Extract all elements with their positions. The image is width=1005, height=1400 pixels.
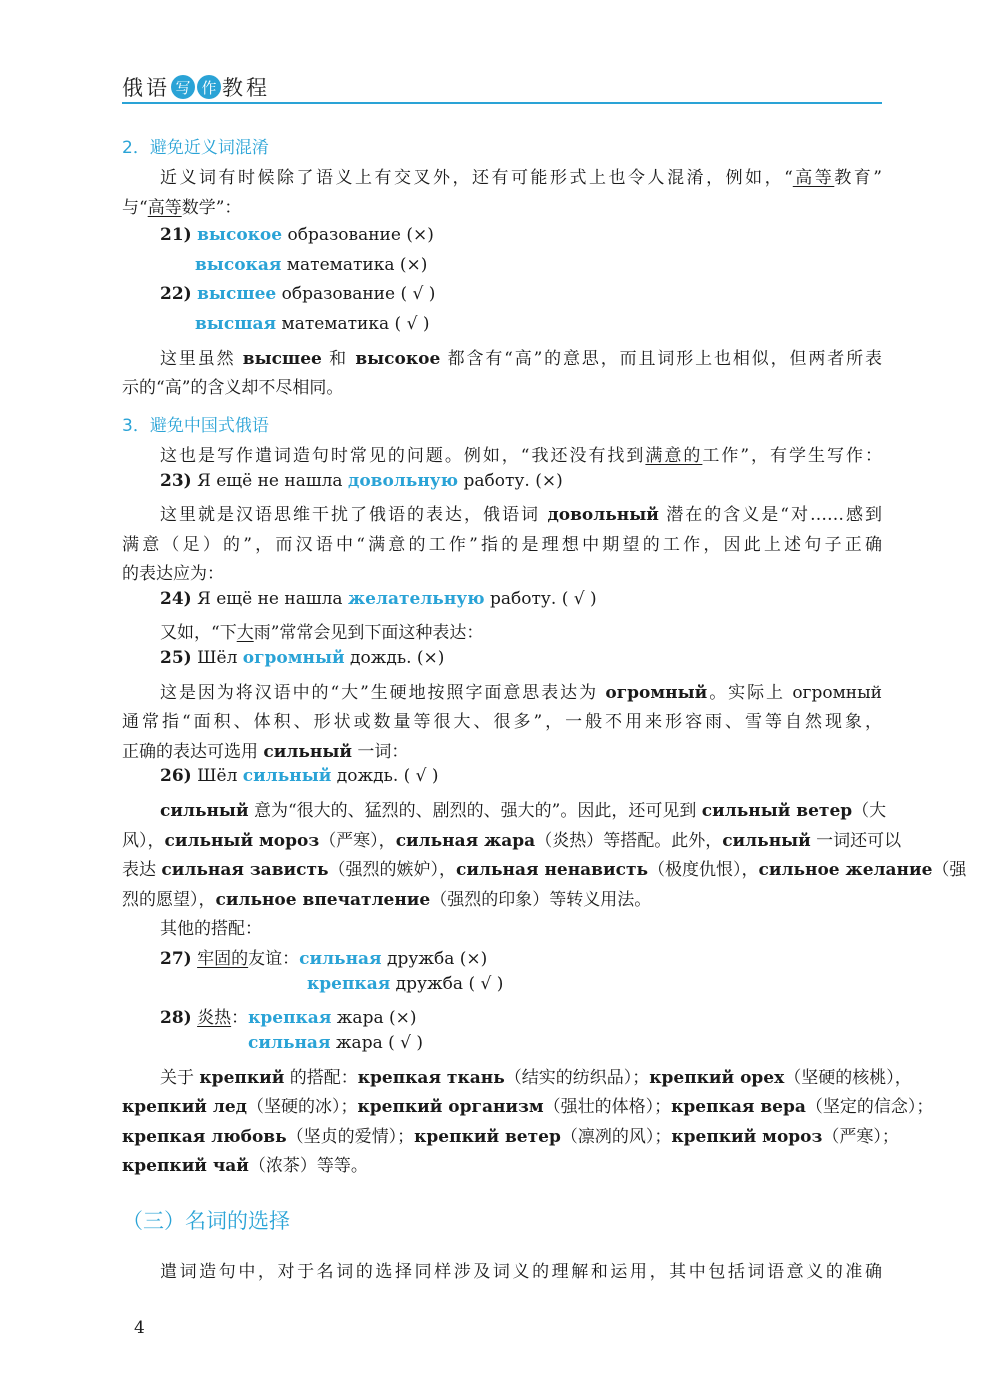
paragraph-line: 又如，“下大雨”常常会见到下面这种表达： [160, 623, 484, 643]
paragraph-line: сильный 意为“很大的、猛烈的、剧烈的、强大的”。因此，还可见到 сильный ветер（大 [160, 801, 887, 821]
paragraph-line: 满意（足）的”，而汉语中“满意的工作”指的是理想中期望的工作，因此上述句子正确 [122, 535, 882, 555]
example-23: 23) Я ещё не нашла довольную работу. (×) [160, 471, 563, 491]
paragraph-line: крепкий лед（坚硬的冰）；крепкий организм（强壮的体格）；крепкая вера（坚定的信念）； [122, 1097, 934, 1117]
example-21b: высокая математика (×) [195, 255, 428, 275]
example-24: 24) Я ещё не нашла желательную работу. ( √ ) [160, 589, 597, 609]
example-28: 28) 炎热：крепкая жара (×) [160, 1008, 417, 1028]
paragraph-line: 其他的搭配： [160, 919, 262, 939]
page-number: 4 [134, 1318, 145, 1338]
paragraph-line: 这里虽然 высшее 和 высокое 都含有“高”的意思，而且词形上也相似，但两者所表 [160, 349, 882, 369]
paragraph-line: 的表达应为： [122, 564, 224, 584]
example-22b: высшая математика ( √ ) [195, 314, 430, 334]
paragraph-line: 遣词造句中，对于名词的选择同样涉及词义的理解和运用，其中包括词语意义的准确 [160, 1262, 882, 1282]
example-22: 22) высшее образование ( √ ) [160, 284, 436, 304]
paragraph-line: 近义词有时候除了语义上有交叉外，还有可能形式上也令人混淆，例如，“高等教育” [160, 168, 882, 188]
example-27: 27) 牢固的友谊：сильная дружба (×) [160, 949, 488, 969]
paragraph-line: 这是因为将汉语中的“大”生硬地按照字面意思表达为 огромный。实际上 огромный [160, 683, 882, 703]
paragraph-line: крепкий чай（浓茶）等等。 [122, 1156, 368, 1176]
paragraph-line: 正确的表达可选用 сильный 一词： [122, 742, 409, 762]
section-heading-2: 2．避免近义词混淆 [122, 138, 269, 158]
paragraph-line: 这里就是汉语思维干扰了俄语的表达，俄语词 довольный 潜在的含义是“对……感到 [160, 505, 882, 525]
header-title-b: 教程 [222, 76, 270, 100]
header-rule [122, 102, 882, 104]
paragraph-line: 通常指“面积、体积、形状或数量等很大、很多”，一般不用来形容雨、雪等自然现象， [122, 712, 882, 732]
example-25: 25) Шёл огромный дождь. (×) [160, 648, 445, 668]
header-circle-char-1: 写 [171, 75, 195, 99]
section-heading-nouns: （三）名词的选择 [122, 1209, 290, 1233]
paragraph-line: 烈的愿望），сильное впечатление（强烈的印象）等转义用法。 [122, 890, 652, 910]
header-title-a: 俄语 [122, 76, 170, 100]
paragraph-line: 关于 крепкий 的搭配：крепкая ткань（结实的纺织品）；крепкий орех（坚硬的核桃）， [160, 1068, 912, 1088]
example-28b: сильная жара ( √ ) [248, 1033, 424, 1053]
paragraph-line: крепкая любовь（坚贞的爱情）；крепкий ветер（凛冽的风）；крепкий мороз（严寒）； [122, 1127, 899, 1147]
paragraph-line: 风），сильный мороз（严寒），сильная жара（炎热）等搭配。此外，сильный 一词还可以 [122, 831, 902, 851]
paragraph-line: 与“高等数学”： [122, 198, 242, 218]
paragraph-line: 这也是写作遣词造句时常见的问题。例如，“我还没有找到满意的工作”，有学生写作： [160, 446, 882, 466]
paragraph-line: 示的“高”的含义却不尽相同。 [122, 378, 344, 398]
running-header [122, 72, 270, 102]
example-27b: крепкая дружба ( √ ) [307, 974, 504, 994]
example-21: 21) высокое образование (×) [160, 225, 434, 245]
example-26: 26) Шёл сильный дождь. ( √ ) [160, 766, 439, 786]
header-circle-char-2: 作 [197, 75, 221, 99]
paragraph-line: 表达 сильная зависть（强烈的嫉妒），сильная ненависть（极度仇恨），сильное желание（强 [122, 860, 967, 880]
section-heading-3: 3．避免中国式俄语 [122, 416, 269, 436]
